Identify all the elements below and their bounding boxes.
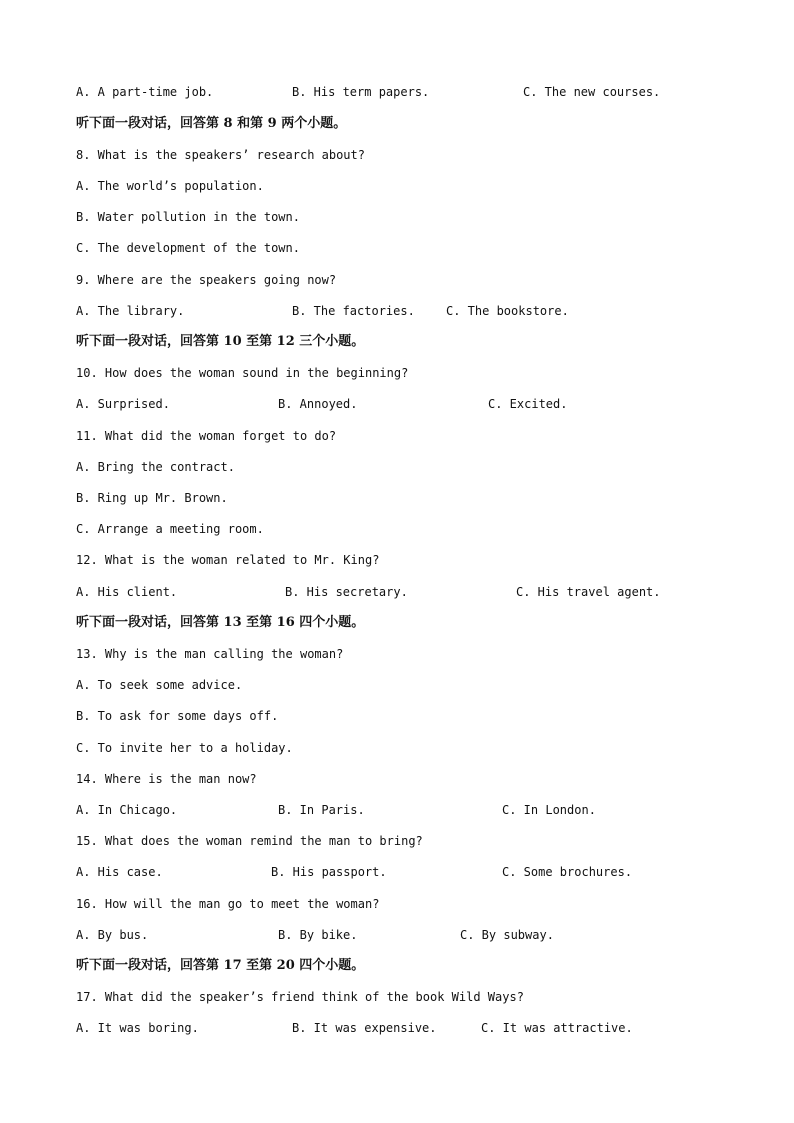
q8-option-b: B. Water pollution in the town. — [76, 210, 300, 224]
section-heading-q8-q9: 听下面一段对话，回答第 8 和第 9 两个小题。 — [76, 116, 347, 131]
q11-option-c: C. Arrange a meeting room. — [76, 522, 264, 536]
q12-option-a: A. His client. — [76, 585, 178, 599]
q13-option-c: C. To invite her to a holiday. — [76, 741, 293, 755]
q7-option-b: B. His term papers. — [292, 85, 430, 99]
q13-option-a: A. To seek some advice. — [76, 678, 243, 692]
q11-option-a: A. Bring the contract. — [76, 460, 235, 474]
question-12: 12. What is the woman related to Mr. King? — [76, 553, 380, 567]
q10-option-c: C. Excited. — [488, 397, 568, 411]
section-heading-q17-q20: 听下面一段对话，回答第 17 至第 20 四个小题。 — [76, 958, 365, 973]
q7-option-a: A. A part-time job. — [76, 85, 214, 99]
q11-option-b: B. Ring up Mr. Brown. — [76, 491, 228, 505]
q16-option-a: A. By bus. — [76, 928, 149, 942]
q15-option-a: A. His case. — [76, 865, 163, 879]
q14-option-b: B. In Paris. — [278, 803, 365, 817]
q16-option-b: B. By bike. — [278, 928, 358, 942]
q16-option-c: C. By subway. — [460, 928, 554, 942]
question-16: 16. How will the man go to meet the woman? — [76, 897, 380, 911]
question-17: 17. What did the speaker’s friend think of the book Wild Ways? — [76, 990, 524, 1004]
q12-option-c: C. His travel agent. — [516, 585, 661, 599]
section-heading-q10-q12: 听下面一段对话，回答第 10 至第 12 三个小题。 — [76, 334, 365, 349]
q12-option-b: B. His secretary. — [285, 585, 408, 599]
question-15: 15. What does the woman remind the man to bring? — [76, 834, 423, 848]
q8-option-c: C. The development of the town. — [76, 241, 300, 255]
q9-option-c: C. The bookstore. — [446, 304, 569, 318]
q14-option-a: A. In Chicago. — [76, 803, 178, 817]
question-11: 11. What did the woman forget to do? — [76, 429, 337, 443]
section-heading-q13-q16: 听下面一段对话，回答第 13 至第 16 四个小题。 — [76, 615, 365, 630]
q15-option-c: C. Some brochures. — [502, 865, 633, 879]
question-10: 10. How does the woman sound in the beginning? — [76, 366, 409, 380]
q9-option-b: B. The factories. — [292, 304, 415, 318]
question-8: 8. What is the speakers’ research about? — [76, 148, 365, 162]
question-14: 14. Where is the man now? — [76, 772, 257, 786]
q13-option-b: B. To ask for some days off. — [76, 709, 279, 723]
question-9: 9. Where are the speakers going now? — [76, 273, 337, 287]
q15-option-b: B. His passport. — [271, 865, 387, 879]
q17-option-b: B. It was expensive. — [292, 1021, 437, 1035]
q17-option-a: A. It was boring. — [76, 1021, 199, 1035]
q14-option-c: C. In London. — [502, 803, 596, 817]
q8-option-a: A. The world’s population. — [76, 179, 264, 193]
question-13: 13. Why is the man calling the woman? — [76, 647, 344, 661]
q10-option-b: B. Annoyed. — [278, 397, 358, 411]
q9-option-a: A. The library. — [76, 304, 185, 318]
q17-option-c: C. It was attractive. — [481, 1021, 633, 1035]
q7-option-c: C. The new courses. — [523, 85, 661, 99]
q10-option-a: A. Surprised. — [76, 397, 170, 411]
